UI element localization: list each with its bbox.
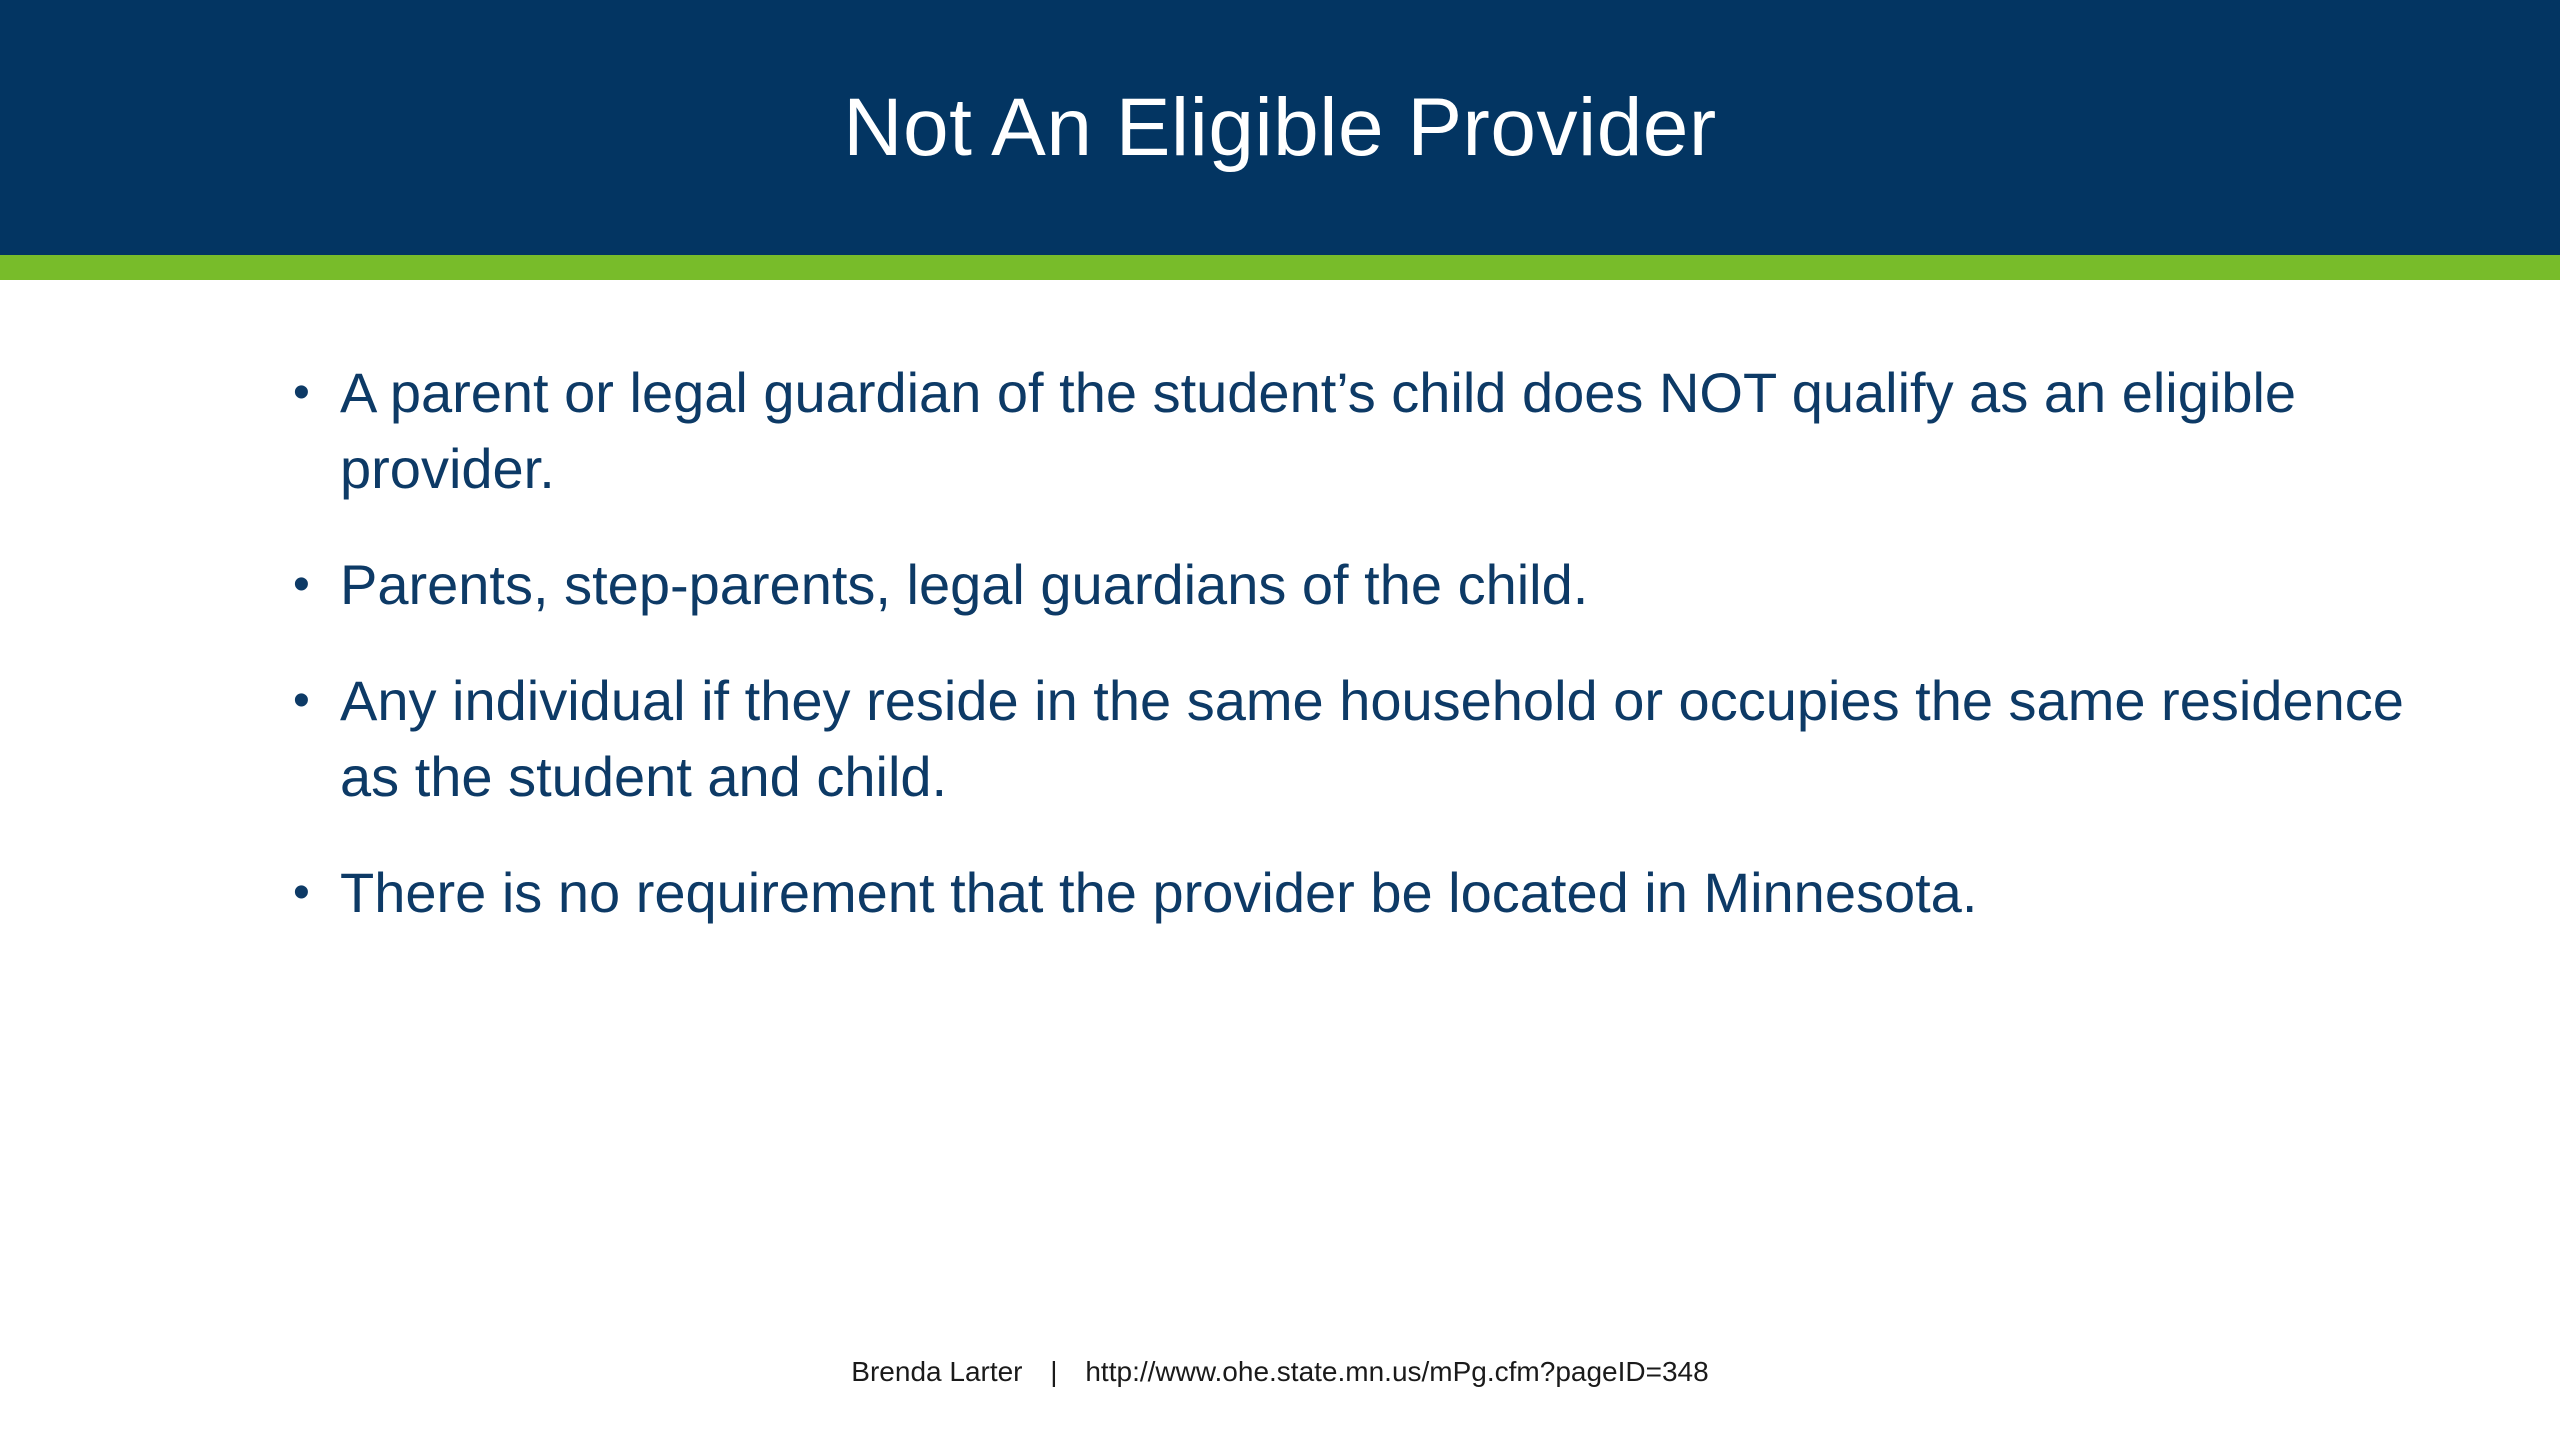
bullet-icon: • xyxy=(293,366,310,419)
slide-title: Not An Eligible Provider xyxy=(843,81,1717,173)
bullet-text: There is no requirement that the provider be located in Minnesota. xyxy=(340,861,1978,924)
bullet-item xyxy=(287,855,2417,931)
bullet-icon: • xyxy=(293,866,310,919)
title-bar xyxy=(0,0,2560,255)
slide-content xyxy=(287,355,2417,971)
footer-url: http://www.ohe.state.mn.us/mPg.cfm?pageID=348 xyxy=(1085,1356,1709,1387)
bullet-icon: • xyxy=(293,558,310,611)
bullet-text: A parent or legal guardian of the student’s child does NOT qualify as an eligible provider. xyxy=(340,361,2297,500)
footer-author: Brenda Larter xyxy=(851,1356,1023,1387)
accent-bar xyxy=(0,255,2560,280)
bullet-text: Parents, step-parents, legal guardians of the child. xyxy=(340,553,1589,616)
bullet-list xyxy=(287,355,2417,931)
bullet-item xyxy=(287,355,2417,507)
slide-footer xyxy=(0,1352,2560,1392)
footer-separator: | xyxy=(1050,1356,1058,1387)
bullet-text: Any individual if they reside in the same household or occupies the same residence as the student and child. xyxy=(340,669,2404,808)
bullet-item xyxy=(287,663,2417,815)
bullet-icon: • xyxy=(293,674,310,727)
bullet-item xyxy=(287,547,2417,623)
